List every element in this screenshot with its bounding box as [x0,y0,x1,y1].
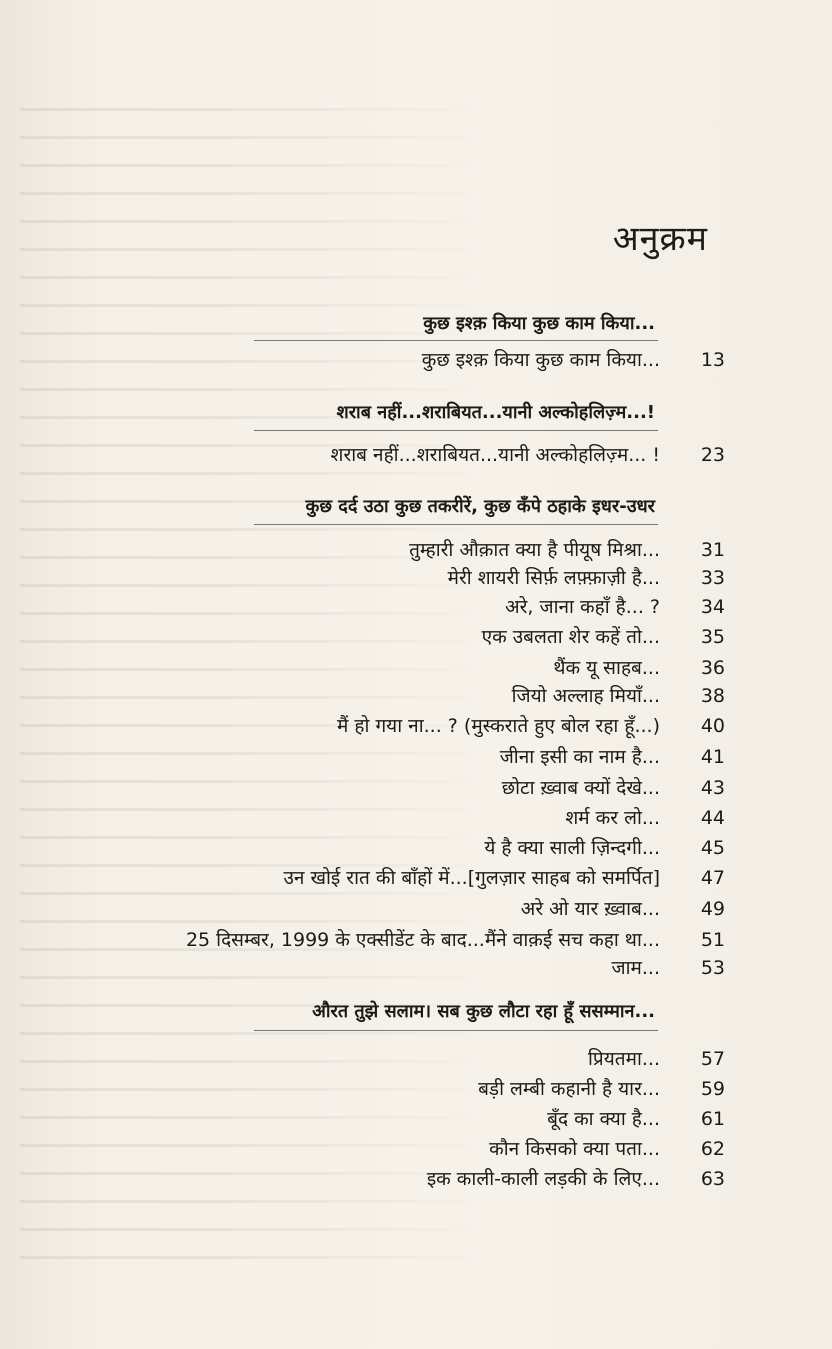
toc-entry-page: 61 [700,1108,725,1130]
section-heading: कुछ इश्क़ किया कुछ काम किया... [423,313,655,334]
toc-entry-title[interactable]: जाम... [611,957,660,979]
toc-entry-title[interactable]: छोटा ख़्वाब क्यों देखे... [501,777,660,799]
toc-entry-page: 35 [700,626,725,648]
toc-entry-title[interactable]: थैंक यू साहब... [553,657,660,679]
toc-entry-title[interactable]: अरे, जाना कहाँ है... ? [505,596,660,618]
toc-entry-page: 38 [700,685,725,707]
toc-entry-title[interactable]: कौन किसको क्या पता... [489,1138,660,1160]
toc-entry-title[interactable]: मैं हो गया ना... ? (मुस्कराते हुए बोल रहा हूँ...) [337,715,660,737]
toc-entry-title[interactable]: बड़ी लम्बी कहानी है यार... [478,1078,660,1100]
toc-entry-title[interactable]: मेरी शायरी सिर्फ़ लफ़्फ़ाज़ी है... [447,567,660,589]
section-heading: कुछ दर्द उठा कुछ तकरीरें, कुछ कँपे ठहाके इधर-उधर [305,496,655,517]
toc-entry-page: 47 [700,867,725,889]
section-divider [254,1030,658,1031]
toc-entry-page: 51 [700,929,725,951]
toc-entry-page: 36 [700,657,725,679]
toc-entry-page: 45 [700,837,725,859]
toc-entry-page: 57 [700,1048,725,1070]
section-divider [254,340,658,341]
toc-entry-page: 49 [700,898,725,920]
section-divider [254,524,658,525]
section-divider [254,430,658,431]
toc-entry-title[interactable]: प्रियतमा... [588,1048,660,1070]
toc-entry-title[interactable]: जीना इसी का नाम है... [499,746,660,768]
toc-entry-page: 40 [700,715,725,737]
section-heading: शराब नहीं...शराबियत...यानी अल्कोहलिज़्म...! [336,402,655,423]
page-title: अनुक्रम [612,219,708,259]
toc-entry-page: 62 [700,1138,725,1160]
toc-entry-page: 59 [700,1078,725,1100]
toc-entry-page: 33 [700,567,725,589]
toc-entry-title[interactable]: 25 दिसम्बर, 1999 के एक्सीडेंट के बाद...मैंने वाक़ई सच कहा था... [185,929,660,951]
toc-entry-page: 63 [700,1168,725,1190]
toc-entry-title[interactable]: इक काली-काली लड़की के लिए... [426,1168,660,1190]
toc-entry-title[interactable]: बूँद का क्या है... [547,1108,660,1130]
toc-entry-title[interactable]: अरे ओ यार ख़्वाब... [520,898,660,920]
toc-entry-title[interactable]: उन खोई रात की बाँहों में...[गुलज़ार साहब को समर्पित] [283,867,660,889]
toc-entry-page: 23 [700,444,725,466]
toc-entry-title[interactable]: जियो अल्लाह मियाँ... [511,685,660,707]
toc-entry-page: 53 [700,957,725,979]
toc-entry-page: 41 [700,746,725,768]
toc-entry-page: 43 [700,777,725,799]
section-heading: औरत तुझे सलाम। सब कुछ लौटा रहा हूँ ससम्मान... [312,1001,655,1022]
toc-entry-title[interactable]: शर्म कर लो... [565,807,660,829]
toc-entry-page: 13 [700,349,725,371]
toc-entry-title[interactable]: एक उबलता शेर कहें तो... [481,626,660,648]
toc-entry-page: 44 [700,807,725,829]
toc-entry-page: 31 [700,539,725,561]
toc-entry-title[interactable]: शराब नहीं...शराबियत...यानी अल्कोहलिज़्म... ! [330,444,660,466]
toc-entry-title[interactable]: तुम्हारी औक़ात क्या है पीयूष मिश्रा... [409,539,660,561]
toc-entry-page: 34 [700,596,725,618]
toc-entry-title[interactable]: ये है क्या साली ज़िन्दगी... [484,837,660,859]
toc-entry-title[interactable]: कुछ इश्क़ किया कुछ काम किया... [421,349,660,371]
